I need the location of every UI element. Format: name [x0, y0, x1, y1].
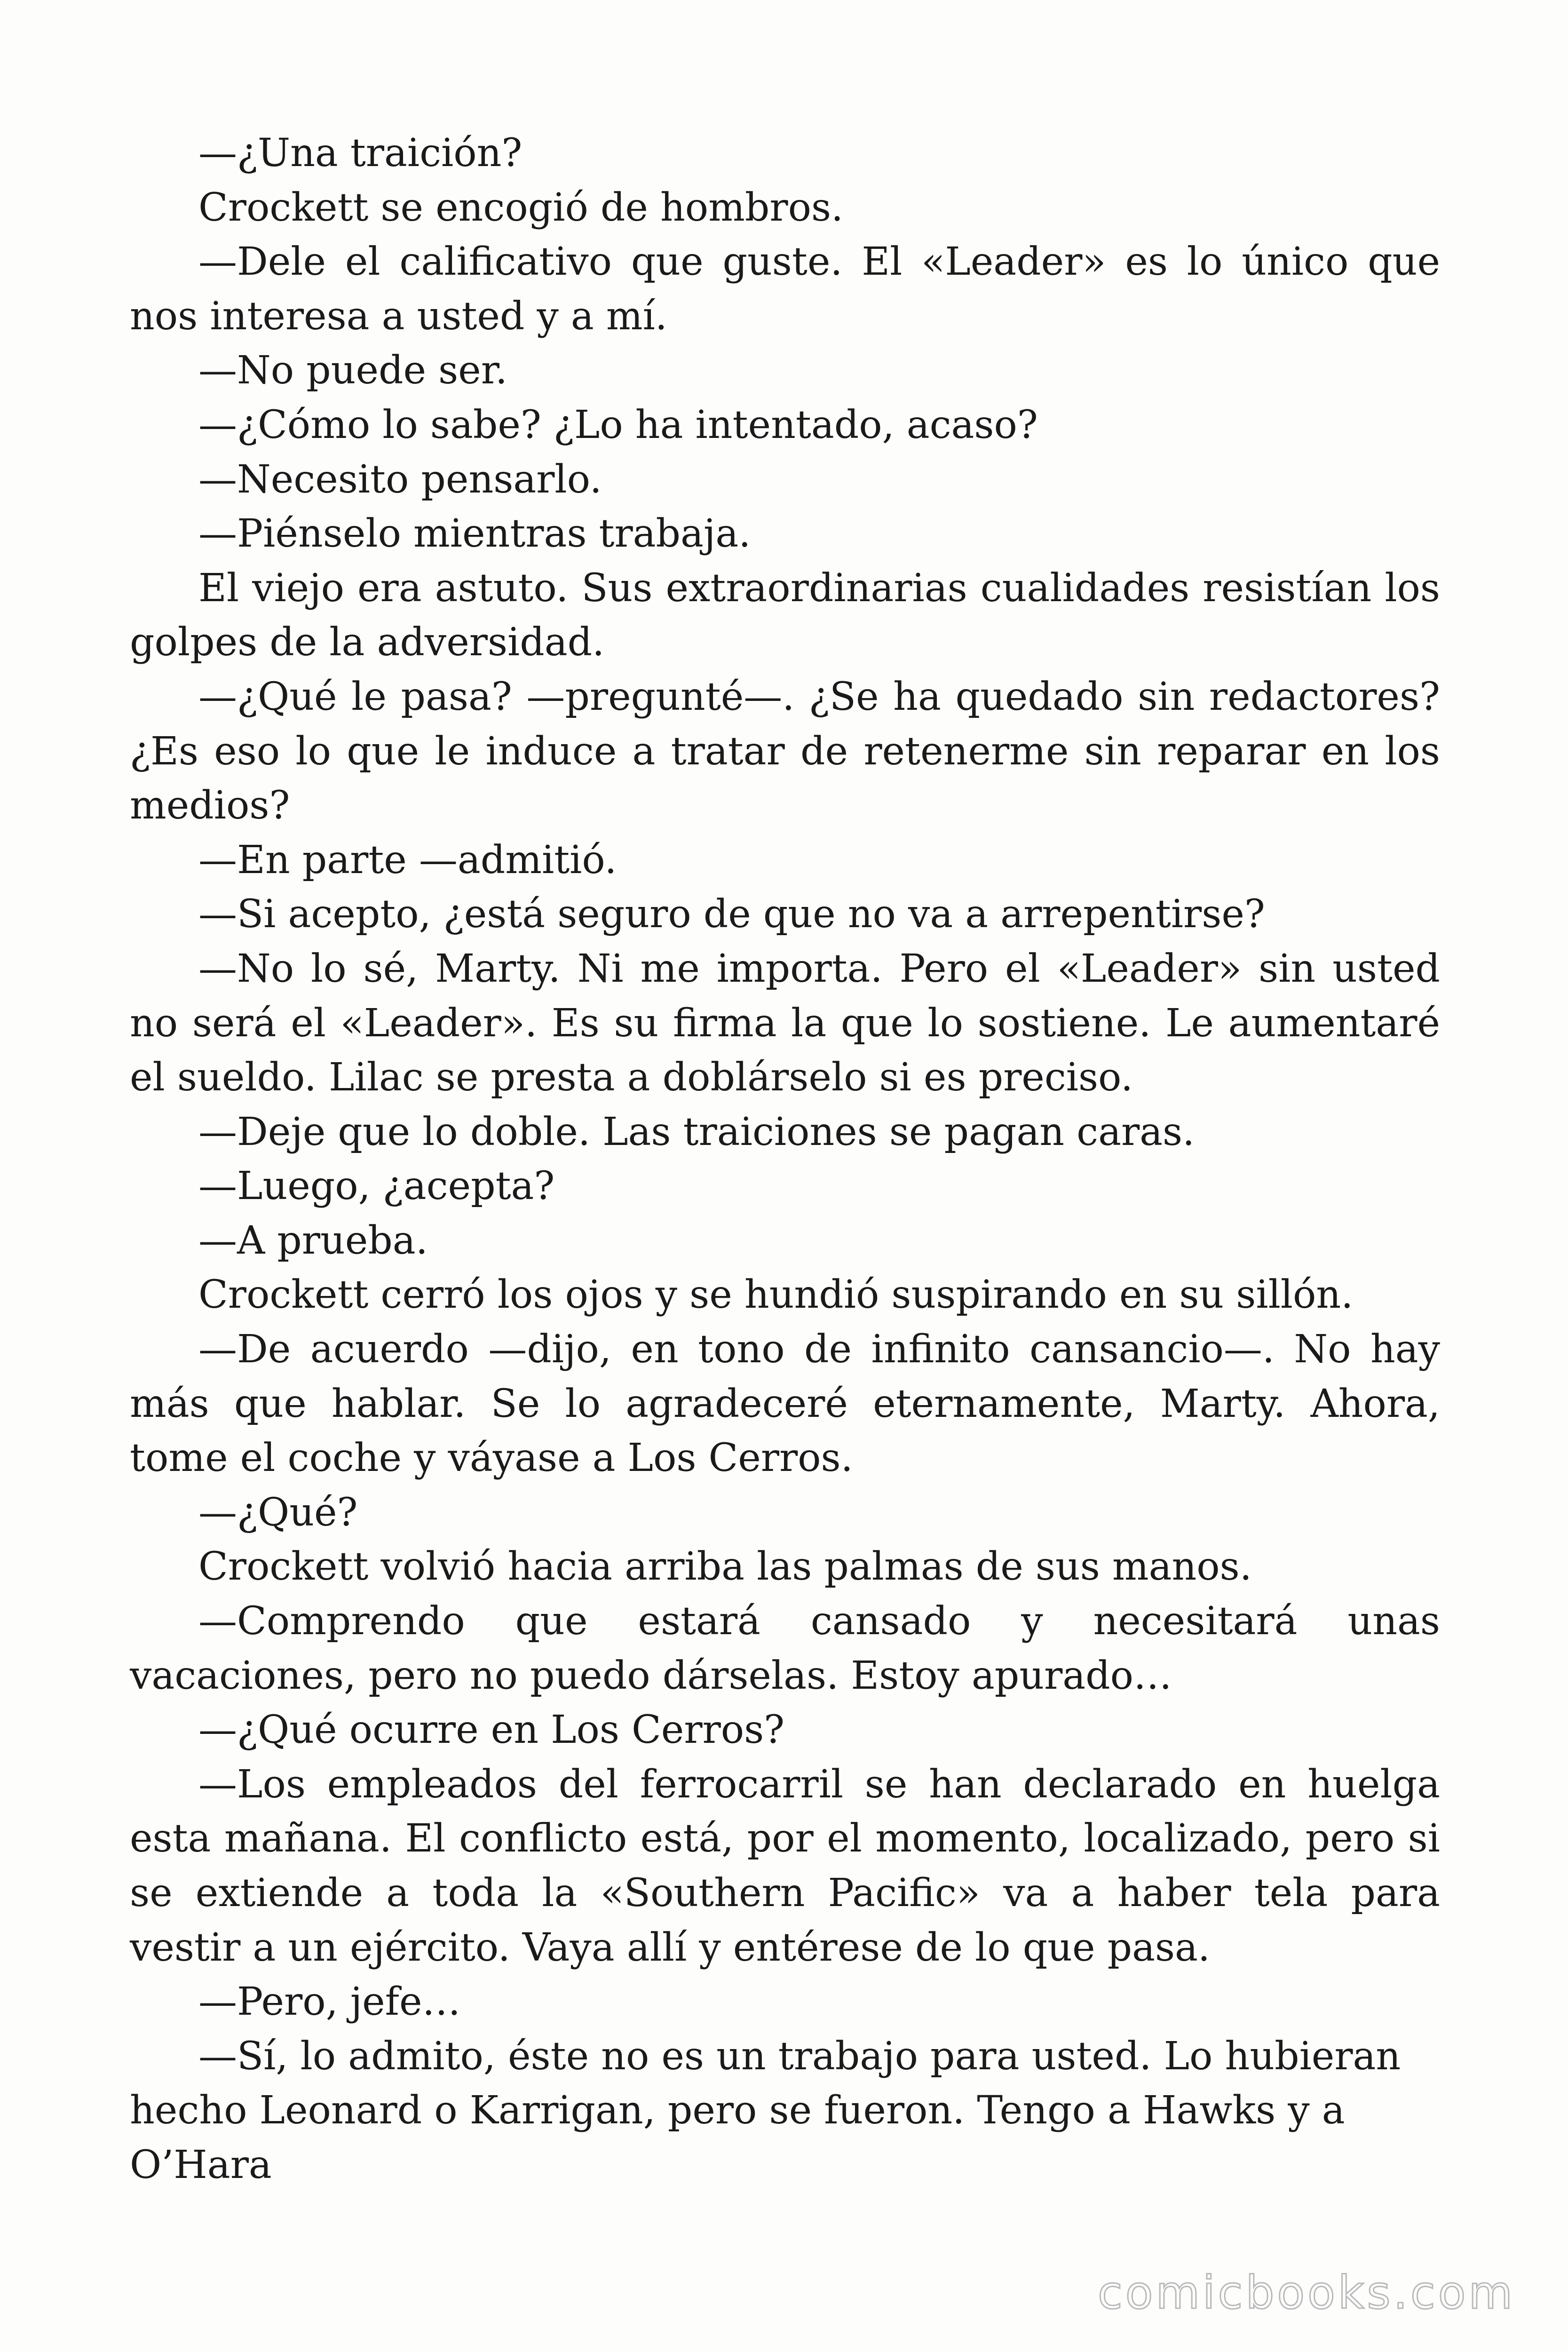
paragraph: Crockett volvió hacia arriba las palmas de sus manos.	[198, 1544, 1252, 1589]
paragraph: —¿Qué ocurre en Los Cerros?	[198, 1708, 785, 1753]
paragraph: —Si acepto, ¿está seguro de que no va a arrepentirse?	[198, 892, 1265, 937]
paragraph: —Dele el calificativo que guste. El «Leader» es lo único que nos interesa a usted y a mí.	[130, 239, 1440, 339]
paragraph: Crockett se encogió de hombros.	[198, 185, 844, 230]
paragraph: —¿Qué?	[198, 1490, 358, 1535]
page-text	[130, 126, 1440, 2193]
paragraph: —No puede ser.	[198, 348, 507, 393]
paragraph: Crockett cerró los ojos y se hundió suspirando en su sillón.	[198, 1272, 1354, 1318]
paragraph: —Necesito pensarlo.	[198, 457, 602, 502]
paragraph: —A prueba.	[198, 1218, 428, 1263]
paragraph: —Deje que lo doble. Las traiciones se pagan caras.	[198, 1109, 1195, 1154]
watermark: comicbooks.com	[1097, 2266, 1515, 2319]
paragraph: El viejo era astuto. Sus extraordinarias cualidades resistían los golpes de la adversidad.	[130, 565, 1440, 665]
paragraph: —Pero, jefe…	[198, 1979, 461, 2025]
paragraph: —De acuerdo —dijo, en tono de infinito cansancio—. No hay más que hablar. Se lo agradeceré eternamente, Marty. Ahora, tome el coche y váyase a Los Cerros.	[130, 1327, 1440, 1481]
paragraph: —Los empleados del ferrocarril se han declarado en huelga esta mañana. El conflicto está, por el momento, localizado, pero si se extiende a toda la «Southern Pacific» va a haber tela para vestir a un ejército. Vaya allí y entérese de lo que pasa.	[130, 1762, 1440, 1970]
paragraph: —¿Qué le pasa? —pregunté—. ¿Se ha quedado sin redactores? ¿Es eso lo que le induce a tratar de retenerme sin reparar en los medios?	[130, 674, 1440, 828]
paragraph: —Piénselo mientras trabaja.	[198, 511, 751, 556]
paragraph: —¿Cómo lo sabe? ¿Lo ha intentado, acaso?	[198, 402, 1038, 447]
paragraph: —En parte —admitió.	[198, 837, 617, 882]
paragraph: —Sí, lo admito, éste no es un trabajo para usted. Lo hubieran hecho Leonard o Karrigan, pero se fueron. Tengo a Hawks y a O’Hara	[130, 2034, 1401, 2187]
paragraph: —No lo sé, Marty. Ni me importa. Pero el «Leader» sin usted no será el «Leader». Es su firma la que lo sostiene. Le aumentaré el sueldo. Lilac se presta a doblárselo si es preciso.	[130, 946, 1440, 1100]
paragraph: —¿Una traición?	[198, 131, 523, 175]
paragraph: —Luego, ¿acepta?	[198, 1164, 555, 1209]
paragraph: —Comprendo que estará cansado y necesitará unas vacaciones, pero no puedo dárselas. Estoy apurado…	[130, 1599, 1440, 1698]
